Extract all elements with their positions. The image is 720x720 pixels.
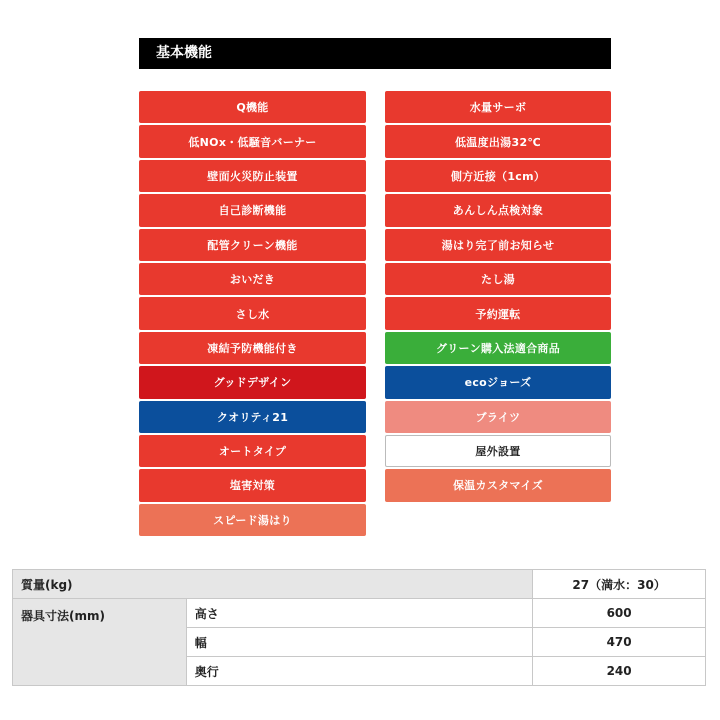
feature-badge[interactable]: たし湯 bbox=[385, 263, 611, 295]
feature-badge[interactable]: グリーン購入法適合商品 bbox=[385, 332, 611, 364]
feature-badge[interactable]: 凍結予防機能付き bbox=[139, 332, 366, 364]
feature-badge[interactable]: ecoジョーズ bbox=[385, 366, 611, 398]
width-value: 470 bbox=[533, 628, 706, 657]
mass-value: 27（満水：30） bbox=[533, 570, 706, 599]
feature-badge[interactable]: ブライツ bbox=[385, 401, 611, 433]
specs-table bbox=[12, 569, 706, 686]
feature-badge[interactable]: 壁面火災防止装置 bbox=[139, 160, 366, 192]
feature-badge[interactable]: 側方近接（1cm） bbox=[385, 160, 611, 192]
feature-badge[interactable]: 低温度出湯32℃ bbox=[385, 125, 611, 157]
feature-badge[interactable]: 低NOx・低騒音バーナー bbox=[139, 125, 366, 157]
height-label: 高さ bbox=[186, 599, 532, 628]
depth-value: 240 bbox=[533, 657, 706, 686]
feature-badge[interactable]: おいだき bbox=[139, 263, 366, 295]
feature-badge[interactable]: さし水 bbox=[139, 297, 366, 329]
dimensions-label: 器具寸法(mm) bbox=[13, 599, 187, 686]
table-row bbox=[13, 570, 706, 599]
section-title: 基本機能 bbox=[139, 38, 611, 69]
mass-label: 質量(kg) bbox=[13, 570, 533, 599]
feature-badge[interactable]: Q機能 bbox=[139, 91, 366, 123]
feature-badge[interactable]: グッドデザイン bbox=[139, 366, 366, 398]
table-row bbox=[13, 599, 706, 628]
feature-badge[interactable]: あんしん点検対象 bbox=[385, 194, 611, 226]
feature-badge[interactable]: 自己診断機能 bbox=[139, 194, 366, 226]
feature-badge[interactable]: 保温カスタマイズ bbox=[385, 469, 611, 501]
depth-label: 奥行 bbox=[186, 657, 532, 686]
feature-badge[interactable]: 水量サーボ bbox=[385, 91, 611, 123]
height-value: 600 bbox=[533, 599, 706, 628]
width-label: 幅 bbox=[186, 628, 532, 657]
feature-badge[interactable]: 湯はり完了前お知らせ bbox=[385, 229, 611, 261]
feature-badge[interactable]: クオリティ21 bbox=[139, 401, 366, 433]
feature-list bbox=[139, 91, 611, 536]
feature-badge[interactable]: 配管クリーン機能 bbox=[139, 229, 366, 261]
feature-badge[interactable]: 塩害対策 bbox=[139, 469, 366, 501]
feature-badge[interactable]: 予約運転 bbox=[385, 297, 611, 329]
feature-badge[interactable]: オートタイプ bbox=[139, 435, 366, 467]
feature-badge[interactable]: スピード湯はり bbox=[139, 504, 366, 536]
feature-badge[interactable]: 屋外設置 bbox=[385, 435, 611, 467]
